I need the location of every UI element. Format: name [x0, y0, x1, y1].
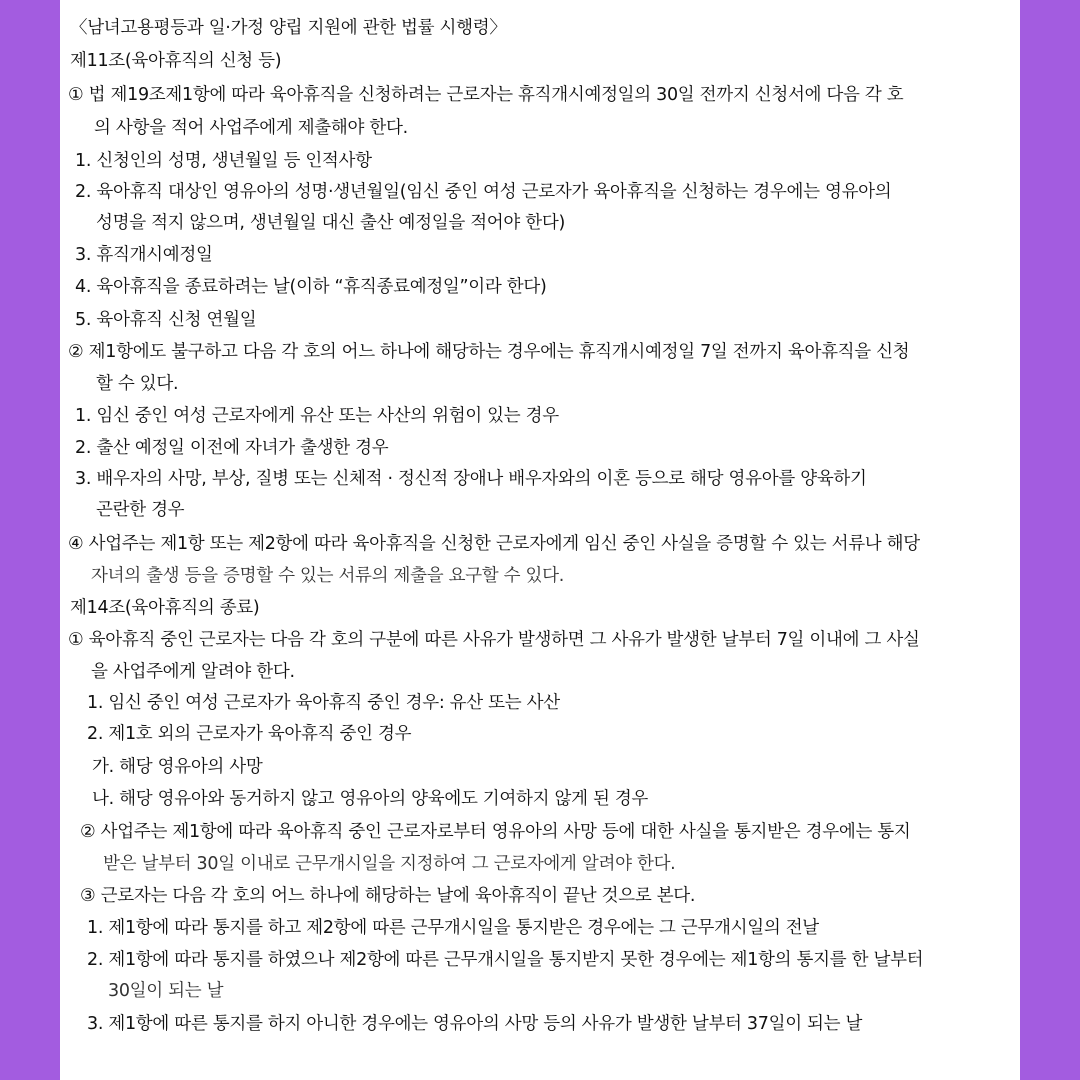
text-line: ③ 근로자는 다음 각 호의 어느 하나에 해당하는 날에 육아휴직이 끝난 것으로 본다.: [80, 886, 696, 906]
list-item: 2. 육아휴직 대상인 영유아의 성명·생년월일(임신 중인 여성 근로자가 육아휴직을 신청하는 경우에는 영유아의: [75, 182, 892, 202]
sub-list-item: 나. 해당 영유아와 동거하지 않고 영유아의 양육에도 기여하지 않게 된 경우: [92, 789, 649, 809]
article-14-heading: 제14조(육아휴직의 종료): [70, 598, 260, 618]
list-item: 5. 육아휴직 신청 연월일: [75, 310, 257, 330]
text-line: ② 사업주는 제1항에 따라 육아휴직 중인 근로자로부터 영유아의 사망 등에 대한 사실을 통지받은 경우에는 통지: [80, 822, 911, 842]
text-line: ④ 사업주는 제1항 또는 제2항에 따라 육아휴직을 신청한 근로자에게 임신 중인 사실을 증명할 수 있는 서류나 해당: [68, 534, 920, 554]
text-line: 자녀의 출생 등을 증명할 수 있는 서류의 제출을 요구할 수 있다.: [91, 566, 565, 586]
list-item: 1. 제1항에 따라 통지를 하고 제2항에 따른 근무개시일을 통지받은 경우에는 그 근무개시일의 전날: [87, 918, 819, 938]
list-item: 3. 제1항에 따른 통지를 하지 아니한 경우에는 영유아의 사망 등의 사유가 발생한 날부터 37일이 되는 날: [87, 1014, 863, 1034]
text-line: 30일이 되는 날: [108, 981, 224, 1001]
list-item: 2. 제1항에 따라 통지를 하였으나 제2항에 따른 근무개시일을 통지받지 못한 경우에는 제1항의 통지를 한 날부터: [87, 950, 924, 970]
text-line: 을 사업주에게 알려야 한다.: [91, 662, 295, 682]
law-title: 〈남녀고용평등과 일·가정 양립 지원에 관한 법률 시행령〉: [70, 18, 507, 38]
text-line: ① 육아휴직 중인 근로자는 다음 각 호의 구분에 따른 사유가 발생하면 그 사유가 발생한 날부터 7일 이내에 그 사실: [68, 630, 920, 650]
text-line: ① 법 제19조제1항에 따라 육아휴직을 신청하려는 근로자는 휴직개시예정일의 30일 전까지 신청서에 다음 각 호: [68, 85, 904, 105]
text-line: 할 수 있다.: [96, 374, 179, 394]
text-line: 받은 날부터 30일 이내로 근무개시일을 지정하여 그 근로자에게 알려야 한다.: [103, 854, 676, 874]
sub-list-item: 가. 해당 영유아의 사망: [92, 757, 263, 777]
list-item: 1. 임신 중인 여성 근로자에게 유산 또는 사산의 위험이 있는 경우: [75, 406, 559, 426]
list-item: 2. 출산 예정일 이전에 자녀가 출생한 경우: [75, 438, 389, 458]
list-item: 3. 배우자의 사망, 부상, 질병 또는 신체적 · 정신적 장애나 배우자와의 이혼 등으로 해당 영유아를 양육하기: [75, 469, 867, 489]
text-line: 성명을 적지 않으며, 생년월일 대신 출산 예정일을 적어야 한다): [96, 213, 566, 233]
list-item: 4. 육아휴직을 종료하려는 날(이하 “휴직종료예정일”이라 한다): [75, 277, 547, 297]
text-line: 곤란한 경우: [96, 500, 185, 520]
text-line: 의 사항을 적어 사업주에게 제출해야 한다.: [94, 118, 408, 138]
text-line: ② 제1항에도 불구하고 다음 각 호의 어느 하나에 해당하는 경우에는 휴직개시예정일 7일 전까지 육아휴직을 신청: [68, 342, 910, 362]
list-item: 2. 제1호 외의 근로자가 육아휴직 중인 경우: [87, 724, 412, 744]
list-item: 1. 신청인의 성명, 생년월일 등 인적사항: [75, 151, 372, 171]
list-item: 3. 휴직개시예정일: [75, 245, 213, 265]
article-11-heading: 제11조(육아휴직의 신청 등): [70, 51, 282, 71]
list-item: 1. 임신 중인 여성 근로자가 육아휴직 중인 경우: 유산 또는 사산: [87, 693, 560, 713]
document-panel: [60, 0, 1020, 1080]
